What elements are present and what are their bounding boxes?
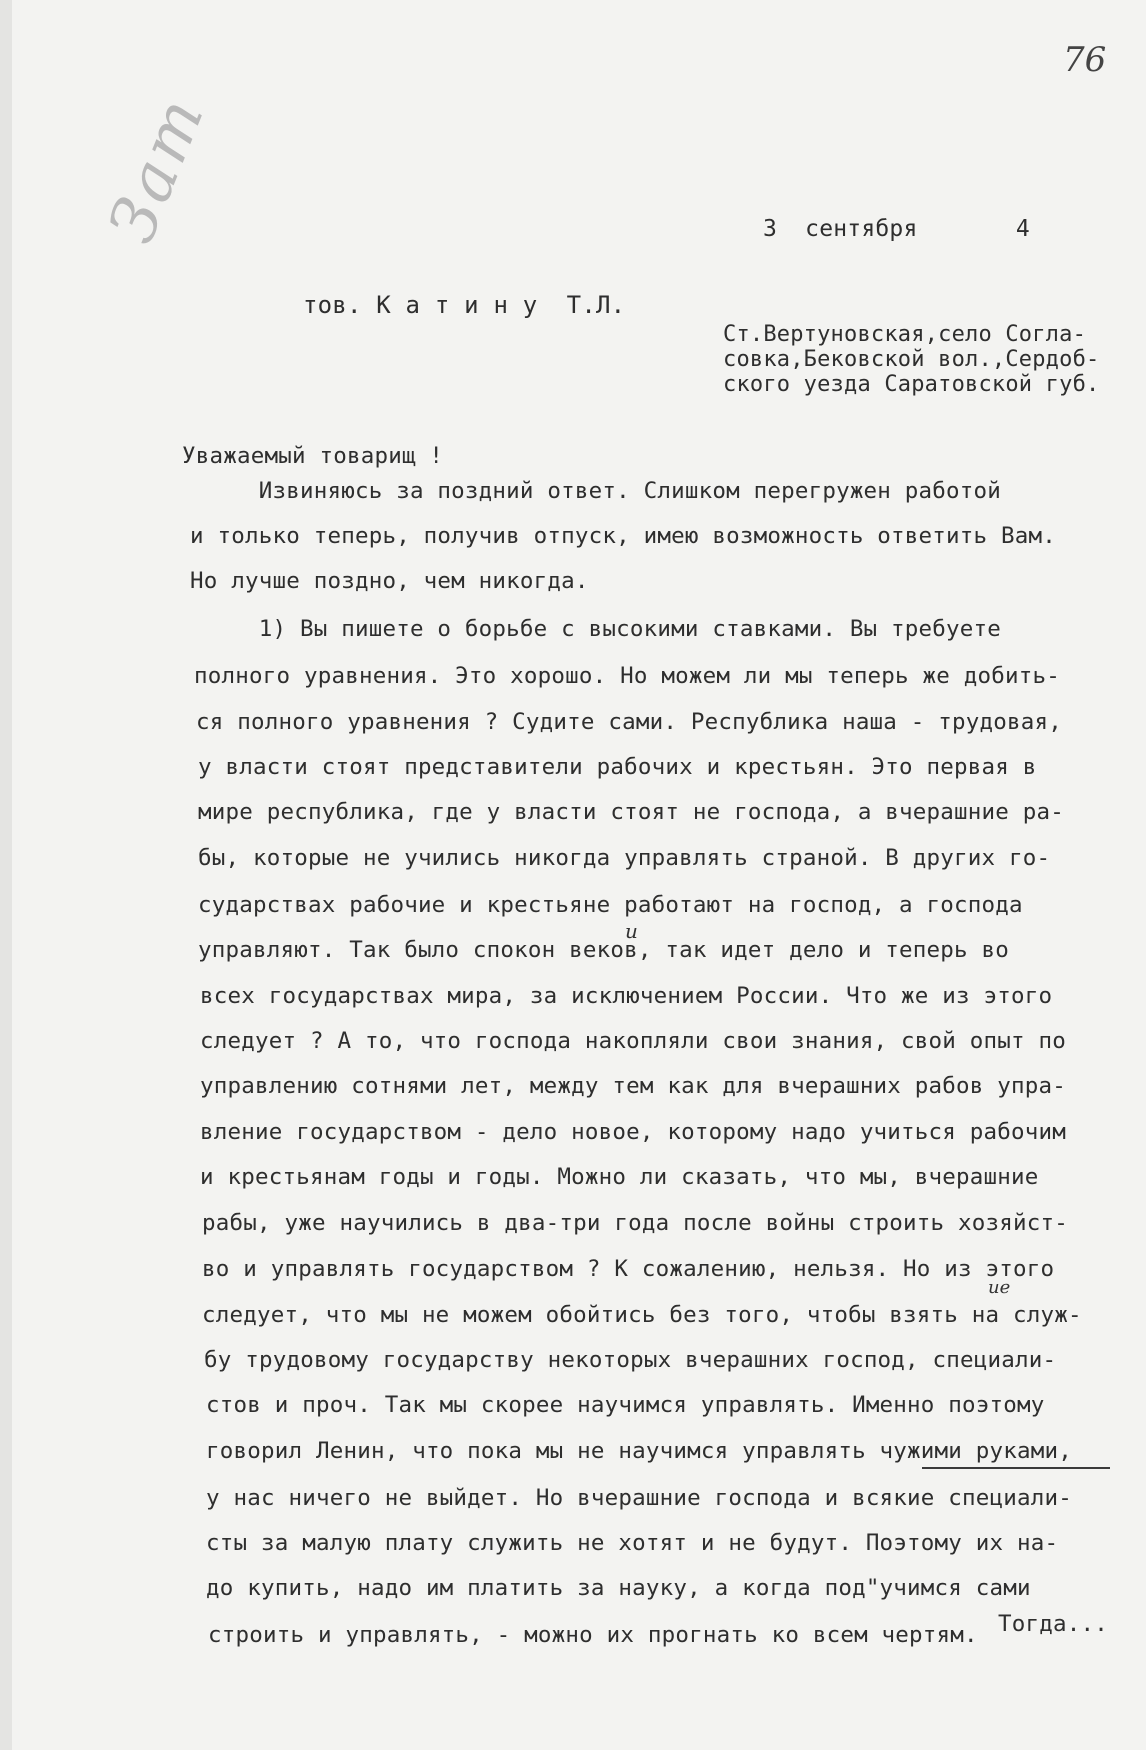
body-line: до купить, надо им платить за науку, а когда под"учимся сами: [206, 1575, 1031, 1601]
handwritten-insertion: и: [625, 919, 638, 943]
body-line: говорил Ленин, что пока мы не научимся управлять чужими руками,: [206, 1438, 1073, 1464]
body-line: следует ? А то, что господа накопляли свои знания, свой опыт по: [200, 1028, 1067, 1054]
page-number: 76: [1063, 40, 1107, 80]
body-line: бу трудовому государству некоторых вчерашних господ, специали-: [204, 1347, 1057, 1373]
letter-date: 3 сентября 4: [763, 216, 1030, 242]
body-line: всех государствах мира, за исключением России. Что же из этого: [200, 983, 1053, 1009]
body-line: строить и управлять, - можно их прогнать ко всем чертям.: [208, 1622, 978, 1648]
body-line: сударствах рабочие и крестьяне работают на господ, а господа: [198, 892, 1023, 918]
body-line: стов и проч. Так мы скорее научимся управлять. Именно поэтому: [206, 1392, 1045, 1418]
underline-mark: [922, 1467, 1110, 1469]
closing-text: Тогда...: [998, 1611, 1108, 1637]
body-line: у власти стоят представители рабочих и крестьян. Это первая в: [198, 754, 1037, 780]
archive-stamp: Зат: [95, 85, 221, 253]
body-line: сты за малую плату служить не хотят и не будут. Поэтому их на-: [206, 1530, 1059, 1556]
scan-edge: [0, 0, 12, 1750]
address-line: ского уезда Саратовской губ.: [723, 372, 1100, 397]
body-line: рабы, уже научились в два-три года после войны строить хозяйст-: [202, 1210, 1069, 1236]
body-line: управляют. Так было спокон веков, так идет дело и теперь во: [198, 937, 1010, 963]
address-line: Ст.Вертуновская,село Согла-: [723, 322, 1087, 347]
body-line: у нас ничего не выйдет. Но вчерашние господа и всякие специали-: [206, 1485, 1073, 1511]
body-line: управлению сотнями лет, между тем как для вчерашних рабов упра-: [200, 1073, 1067, 1099]
body-line: вление государством - дело новое, которому надо учиться рабочим: [200, 1119, 1067, 1145]
handwritten-insertion: ие: [988, 1277, 1011, 1298]
body-line: и крестьянам годы и годы. Можно ли сказать, что мы, вчерашние: [200, 1164, 1039, 1190]
body-line: во и управлять государством ? К сожалению, нельзя. Но из этого: [202, 1256, 1055, 1282]
recipient: тов. К а т и н у Т.Л.: [303, 291, 626, 319]
body-line: ся полного уравнения ? Судите сами. Республика наша - трудовая,: [196, 709, 1063, 735]
body-line: и только теперь, получив отпуск, имею возможность ответить Вам.: [190, 523, 1057, 549]
body-line: 1) Вы пишете о борьбе с высокими ставками. Вы требуете: [190, 616, 1002, 642]
address-line: совка,Бековской вол.,Сердоб-: [723, 347, 1100, 372]
body-line: мире республика, где у власти стоят не господа, а вчерашние ра-: [198, 799, 1065, 825]
body-line: бы, которые не учились никогда управлять страной. В других го-: [198, 845, 1051, 871]
body-line: Извиняюсь за поздний ответ. Слишком перегружен работой: [190, 478, 1002, 504]
greeting: Уважаемый товарищ !: [182, 443, 444, 469]
body-line: полного уравнения. Это хорошо. Но можем ли мы теперь же добить-: [194, 663, 1061, 689]
body-line: следует, что мы не можем обойтись без того, чтобы взять на служ-: [202, 1302, 1082, 1328]
body-line: Но лучше поздно, чем никогда.: [190, 568, 589, 594]
